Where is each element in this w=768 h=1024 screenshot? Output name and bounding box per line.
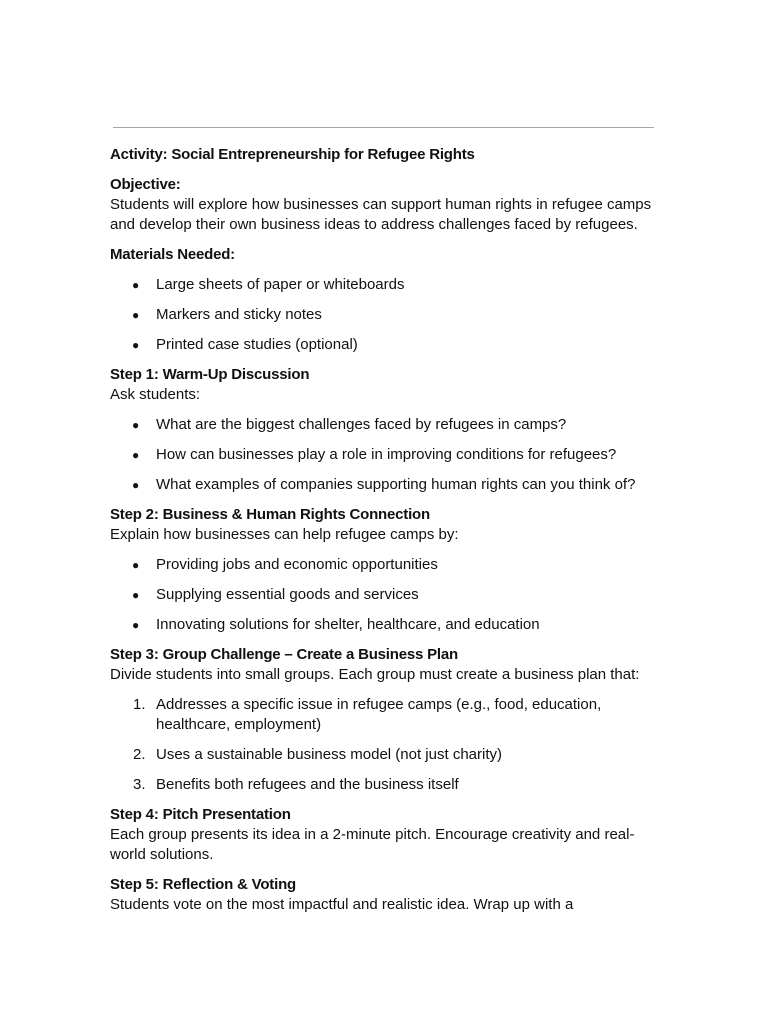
list-item: ● Supplying essential goods and services <box>132 586 419 603</box>
list-item: 3. Benefits both refugees and the business itself <box>133 776 459 793</box>
list-item: ● How can businesses play a role in improving conditions for refugees? <box>132 446 617 463</box>
list-item: ● Providing jobs and economic opportunities <box>132 556 438 573</box>
materials-heading: Materials Needed: <box>110 246 235 263</box>
list-item: ● Printed case studies (optional) <box>132 336 358 353</box>
step3-heading: Step 3: Group Challenge – Create a Business Plan <box>110 646 459 663</box>
step2-heading: Step 2: Business & Human Rights Connection <box>110 506 430 523</box>
bullet-icon: ● <box>132 278 140 292</box>
list-item: ● What are the biggest challenges faced by refugees in camps? <box>132 416 567 433</box>
bullet-icon: ● <box>132 478 140 492</box>
step1-intro: Ask students: <box>110 386 201 403</box>
step5-text: Students vote on the most impactful and realistic idea. Wrap up with a <box>110 896 574 913</box>
step4-text: Each group presents its idea in a 2-minute pitch. Encourage creativity and real-world solutions. <box>110 826 635 863</box>
list-item: ● What examples of companies supporting human rights can you think of? <box>132 476 636 493</box>
activity-title: Activity: Social Entrepreneurship for Refugee Rights <box>110 146 475 163</box>
objective-heading: Objective: <box>110 176 181 193</box>
document-body <box>110 145 670 925</box>
list-item: 1. Addresses a specific issue in refugee camps (e.g., food, education, healthcare, employment) <box>133 696 602 733</box>
step4-heading: Step 4: Pitch Presentation <box>110 806 291 823</box>
materials-list <box>110 275 670 355</box>
objective-text: Students will explore how businesses can support human rights in refugee camps and develop their own business ideas to address challenges faced by refugees. <box>110 196 652 233</box>
list-number: 1. <box>133 696 146 713</box>
step2-list <box>110 555 670 635</box>
step3-list <box>110 695 670 795</box>
horizontal-rule <box>113 127 654 128</box>
list-item: ● Innovating solutions for shelter, healthcare, and education <box>132 616 540 633</box>
list-item: 2. Uses a sustainable business model (not just charity) <box>133 746 502 763</box>
step1-list <box>110 415 670 495</box>
bullet-icon: ● <box>132 338 140 352</box>
bullet-icon: ● <box>132 558 140 572</box>
bullet-icon: ● <box>132 418 140 432</box>
list-number: 2. <box>133 746 146 763</box>
bullet-icon: ● <box>132 448 140 462</box>
list-item: ● Markers and sticky notes <box>132 306 322 323</box>
list-number: 3. <box>133 776 146 793</box>
step2-intro: Explain how businesses can help refugee camps by: <box>110 526 459 543</box>
list-item: ● Large sheets of paper or whiteboards <box>132 276 405 293</box>
step3-intro: Divide students into small groups. Each group must create a business plan that: <box>110 666 640 683</box>
step5-heading: Step 5: Reflection & Voting <box>110 876 296 893</box>
step1-heading: Step 1: Warm-Up Discussion <box>110 366 310 383</box>
bullet-icon: ● <box>132 308 140 322</box>
bullet-icon: ● <box>132 588 140 602</box>
bullet-icon: ● <box>132 618 140 632</box>
